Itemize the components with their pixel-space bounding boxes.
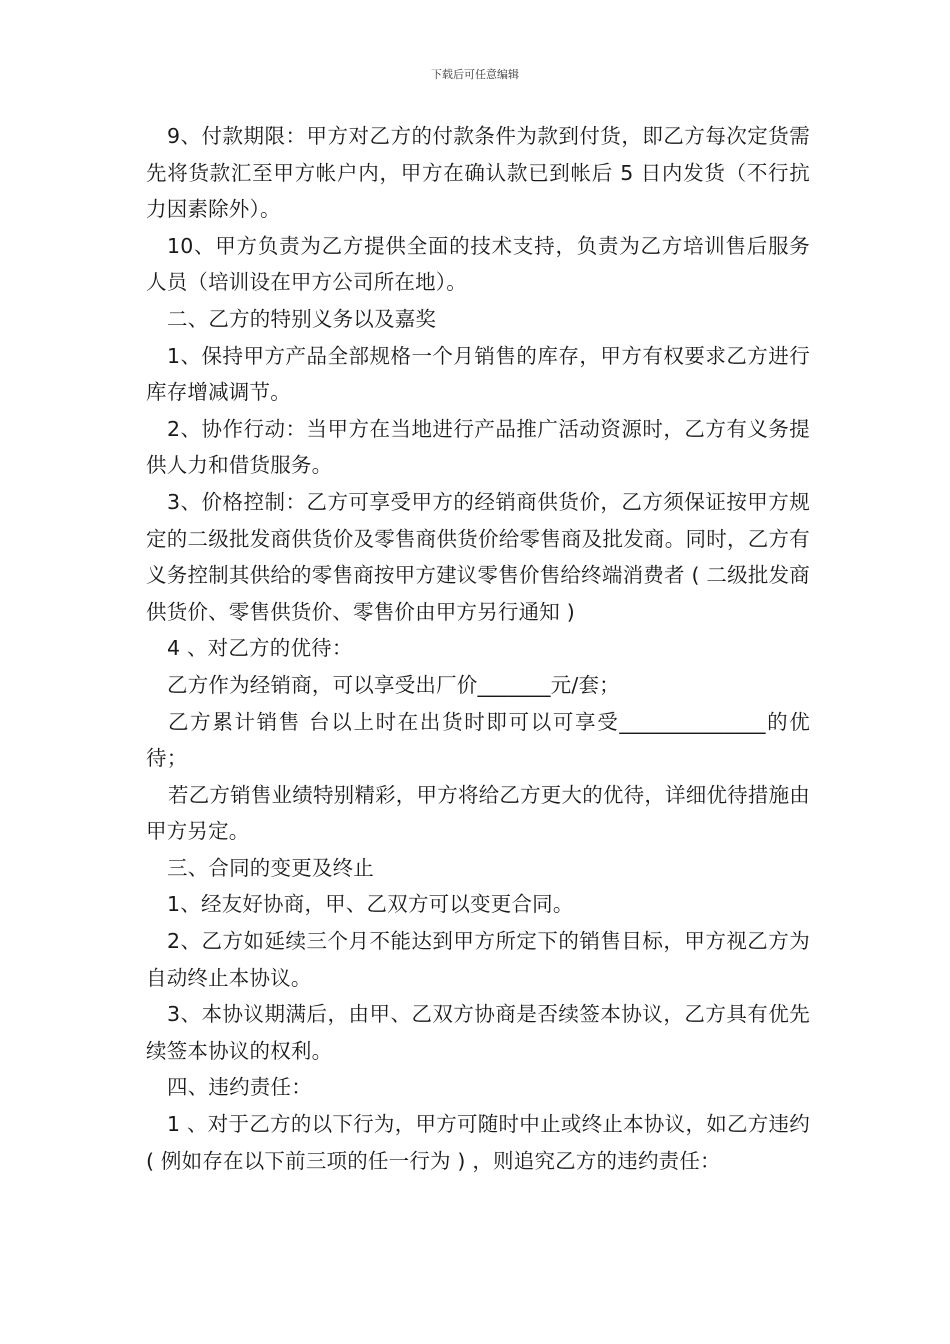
clause-10-technical-support: 10、甲方负责为乙方提供全面的技术支持，负责为乙方培训售后服务人员（培训设在甲方公司所在地）。 [146,233,810,295]
section-2-item-3: 3、价格控制：乙方可享受甲方的经销商供货价，乙方须保证按甲方规定的二级批发商供货价及零售商供货价给零售商及批发商。同时，乙方有义务控制其供给的零售商按甲方建议零售价售给终端消费者 ( 二级批发商供货价、零售供货价、零售价由甲方另行通知 ) [146,489,810,624]
section-2-item-2: 2、协作行动：当甲方在当地进行产品推广活动资源时，乙方有义务提供人力和借货服务。 [146,416,810,478]
section-2-item-4c: 若乙方销售业绩特别精彩，甲方将给乙方更大的优待，详细优待措施由甲方另定。 [146,782,810,844]
section-2-item-4a: 乙方作为经销商，可以享受出厂价_______元/套； [167,672,620,697]
section-3-item-3: 3、本协议期满后，由甲、乙双方协商是否续签本协议，乙方具有优先续签本协议的权利。 [146,1002,810,1063]
document-body [146,118,810,1179]
clause-9-payment-terms: 9、付款期限：甲方对乙方的付款条件为款到付货，即乙方每次定货需先将货款汇至甲方帐户内，甲方在确认款已到帐后 5 日内发货（不行抗力因素除外）。 [146,124,810,222]
section-heading-2: 二、乙方的特别义务以及嘉奖 [167,306,437,331]
section-heading-4: 四、违约责任： [167,1075,312,1100]
section-2-item-1: 1、保持甲方产品全部规格一个月销售的库存，甲方有权要求乙方进行库存增减调节。 [146,343,810,405]
section-2-item-4: 4 、对乙方的优待： [167,636,353,661]
section-3-item-2: 2、乙方如延续三个月不能达到甲方所定下的销售目标，甲方视乙方为自动终止本协议。 [146,929,810,990]
section-4-item-1: 1 、对于乙方的以下行为，甲方可随时中止或终止本协议，如乙方违约 ( 例如存在以下前三项的任一行为 ) ，则追究乙方的违约责任： [146,1112,810,1173]
section-heading-3: 三、合同的变更及终止 [167,855,374,880]
section-3-item-1: 1、经友好协商，甲、乙双方可以变更合同。 [167,892,574,917]
page-header-note: 下载后可任意编辑 [431,68,519,81]
section-2-item-4b: 乙方累计销售 台以上时在出货时即可以可享受______________的优待； [146,709,810,771]
